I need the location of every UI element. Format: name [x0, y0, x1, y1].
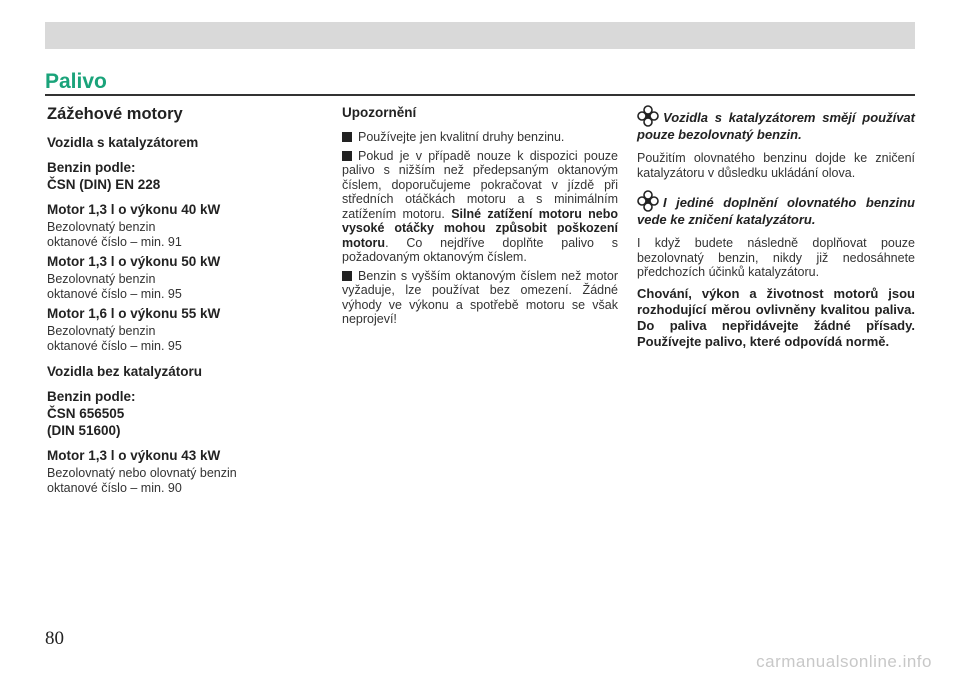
fuel-type: Bezolovnatý benzin	[47, 272, 156, 286]
environment-flower-icon	[637, 190, 659, 212]
closing-statement: Chování, výkon a životnost motorů jsou rozhodující měrou ovlivněny kvalitou paliva. Do paliva nepřidávejte žádné přísady. Používejte palivo, které odpovídá normě.	[637, 285, 915, 349]
warning-item	[342, 269, 618, 327]
engine-fuel	[47, 466, 277, 495]
warning-bold-text: Silné zatížení motoru nebo vysoké otáčky mohou způsobit poškození motoru	[342, 206, 619, 250]
standard-value-din: (DIN 51600)	[47, 423, 121, 438]
octane-number: oktanové číslo – min. 90	[47, 480, 182, 495]
octane-number: oktanové číslo – min. 95	[47, 338, 182, 353]
standard-value: ČSN (DIN) EN 228	[47, 177, 161, 192]
warning-text-tail: . Co nejdříve doplňte palivo s požadovaným oktanovým číslem.	[342, 235, 618, 264]
fuel-type: Bezolovnatý benzin	[47, 220, 156, 234]
fuel-standard-2	[47, 388, 277, 439]
engine-title: Motor 1,6 l o výkonu 55 kW	[47, 306, 221, 321]
environment-flower-icon	[637, 105, 659, 127]
environment-note	[637, 105, 915, 143]
warning-text: Používejte jen kvalitní druhy benzinu.	[358, 130, 565, 144]
watermark: carmanualsonline.info	[756, 652, 932, 671]
engine-spec	[47, 447, 277, 495]
right-column	[637, 105, 915, 350]
fuel-standard-1	[47, 159, 277, 193]
warning-item	[342, 130, 618, 145]
standard-label: Benzin podle:	[47, 160, 136, 175]
page-number: 80	[45, 628, 64, 649]
note-text: I když budete následně doplňovat pouze bezolovnatý benzin, nikdy již nedosáhnete předchozích účinků katalyzátoru.	[637, 236, 915, 279]
octane-number: oktanové číslo – min. 95	[47, 286, 182, 301]
engine-spec	[47, 305, 277, 353]
section-heading: Zážehové motory	[47, 105, 183, 123]
warning-text: Benzin s vyšším oktanovým číslem než motor vyžaduje, lze používat bez omezení. Žádné výhody ve výkonu a spotřebě motoru se však neprojeví!	[342, 268, 618, 326]
bullet-icon	[342, 271, 352, 281]
engine-title: Motor 1,3 l o výkonu 50 kW	[47, 254, 221, 269]
note-title: I jediné doplnění olovnatého benzinu vede ke zničení katalyzátoru.	[637, 195, 915, 227]
bullet-icon	[342, 151, 352, 161]
octane-number: oktanové číslo – min. 91	[47, 234, 182, 249]
engine-spec	[47, 253, 277, 301]
standard-label: Benzin podle:	[47, 389, 136, 404]
engine-fuel	[47, 324, 277, 353]
note-title: Vozidla s katalyzátorem smějí používat pouze bezolovnatý benzin.	[637, 110, 915, 142]
warning-item	[342, 149, 618, 265]
page-title: Palivo	[45, 70, 107, 93]
fuel-type: Bezolovnatý nebo olovnatý benzin	[47, 466, 237, 480]
engine-title: Motor 1,3 l o výkonu 43 kW	[47, 448, 221, 463]
middle-column	[342, 105, 618, 331]
fuel-type: Bezolovnatý benzin	[47, 324, 156, 338]
note-text: Použitím olovnatého benzinu dojde ke zničení katalyzátoru v důsledku ukládání olova.	[637, 151, 915, 180]
engine-fuel	[47, 220, 277, 249]
warning-text: Pokud je v případě nouze k dispozici pouze palivo s nižším než předepsaným oktanovým číslem, doporučujeme pokračovat v jízdě při středních otáčkách motoru a s minimálním zatížením motoru.	[342, 148, 618, 221]
environment-note	[637, 190, 915, 228]
title-rule	[45, 94, 915, 96]
warning-heading: Upozornění	[342, 105, 417, 120]
engine-title: Motor 1,3 l o výkonu 40 kW	[47, 202, 221, 217]
bullet-icon	[342, 132, 352, 142]
header-bar	[45, 22, 915, 49]
engine-fuel	[47, 272, 277, 301]
subsection-no-catalyst: Vozidla bez katalyzátoru	[47, 364, 203, 379]
standard-value: ČSN 656505	[47, 406, 125, 421]
engine-spec	[47, 201, 277, 249]
left-column	[47, 105, 277, 499]
subsection-catalyst: Vozidla s katalyzátorem	[47, 135, 199, 150]
